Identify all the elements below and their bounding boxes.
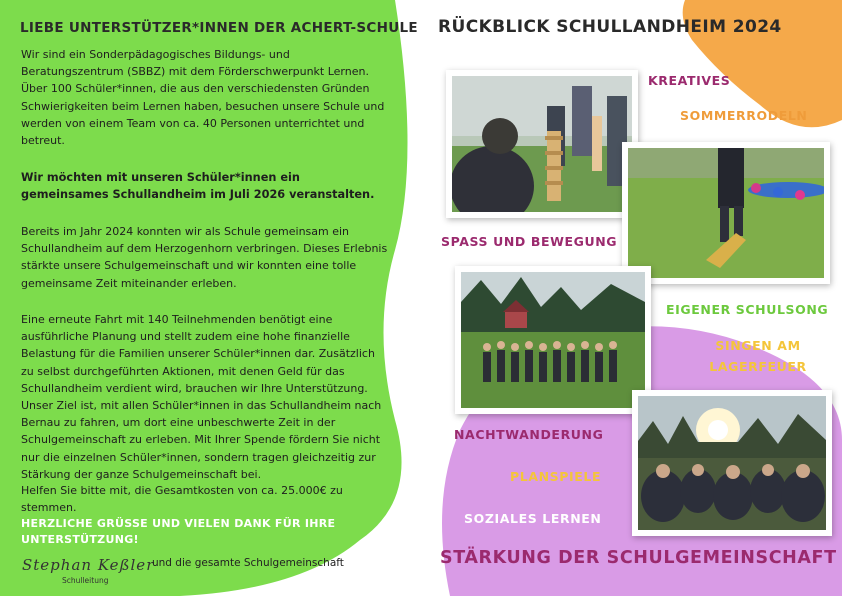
intro-paragraph: Wir sind ein Sonderpädagogisches Bildungs- und Beratungszentrum (SBBZ) mit dem Förderschwerpunkt Lernen. Über 100 Schüler*innen, die aus den verschiedensten Gründen Schwierigkeiten beim Lernen haben, besuchen unsere Schule und werden von einem Team von ca. 40 Personen unterrichtet und betreut.: [21, 48, 385, 148]
letter-heading: LIEBE UNTERSTÜTZER*INNEN DER ACHERT-SCHULE: [20, 20, 418, 36]
tag-singing-line-1: SINGEN AM: [715, 338, 801, 353]
tag-planning-games: PLANSPIELE: [510, 469, 602, 484]
photo-group-activity: [455, 266, 651, 414]
signature-community: und die gesamte Schulgemeinschaft: [152, 557, 344, 569]
photo-campfire-group: [632, 390, 832, 536]
community-footer-title: STÄRKUNG DER SCHULGEMEINSCHAFT: [440, 548, 837, 568]
signature: Stephan Keßler: [22, 556, 155, 574]
appeal-paragraph: Eine erneute Fahrt mit 140 Teilnehmenden benötigt eine ausführliche Planung und stellt zudem eine hohe finanzielle Belastung für die Familien unserer Schüler*innen dar. Zusätzlich zu selbst durchgeführten Aktionen, mit denen Geld für das Schullandheim verdient wird, brauchen wir Ihre Unterstützung. Unser Ziel ist, mit allen Schüler*innen in das Schullandheim nach Bernau zu fahren, um dort eine unbeschwerte Zeit in der Schulgemeinschaft zu erleben. Mit Ihrer Spende fördern Sie nicht nur die einzelnen Schüler*innen, sondern tragen gleichzeitig zur Stärkung der ganze Schulgemeinschaft bei.: [21, 313, 382, 481]
review-title: RÜCKBLICK SCHULLANDHEIM 2024: [438, 17, 782, 37]
closing-greeting: HERZLICHE GRÜSSE UND VIELEN DANK FÜR IHRE UNTERSTÜTZUNG!: [21, 517, 336, 546]
photo-block-tower: [446, 70, 638, 218]
tag-summer-sledding: SOMMERRODELN: [680, 108, 808, 123]
tag-singing-line-2: LAGERFEUER: [709, 359, 807, 374]
tag-creative: KREATIVES: [648, 73, 731, 88]
tag-fun-and-movement: SPASS UND BEWEGUNG: [441, 234, 618, 249]
highlight-paragraph: Wir möchten mit unseren Schüler*innen ein gemeinsames Schullandheim im Juli 2026 veranstalten.: [21, 171, 375, 202]
help-paragraph: Helfen Sie bitte mit, die Gesamtkosten von ca. 25.000€ zu stemmen.: [21, 484, 343, 515]
tag-school-song: EIGENER SCHULSONG: [666, 302, 829, 317]
history-paragraph: Bereits im Jahr 2024 konnten wir als Schule gemeinsam ein Schullandheim auf dem Herzogenhorn verbringen. Dieses Erlebnis stärkte unsere Schulgemeinschaft und wir konnten eine tolle gemeinsame Zeit miteinander erleben.: [21, 225, 388, 290]
tag-social-learning: SOZIALES LERNEN: [464, 511, 602, 526]
tag-night-hike: NACHTWANDERUNG: [454, 427, 604, 442]
photo-summer-sledding: [622, 142, 830, 284]
signature-role: Schulleitung: [62, 576, 109, 585]
